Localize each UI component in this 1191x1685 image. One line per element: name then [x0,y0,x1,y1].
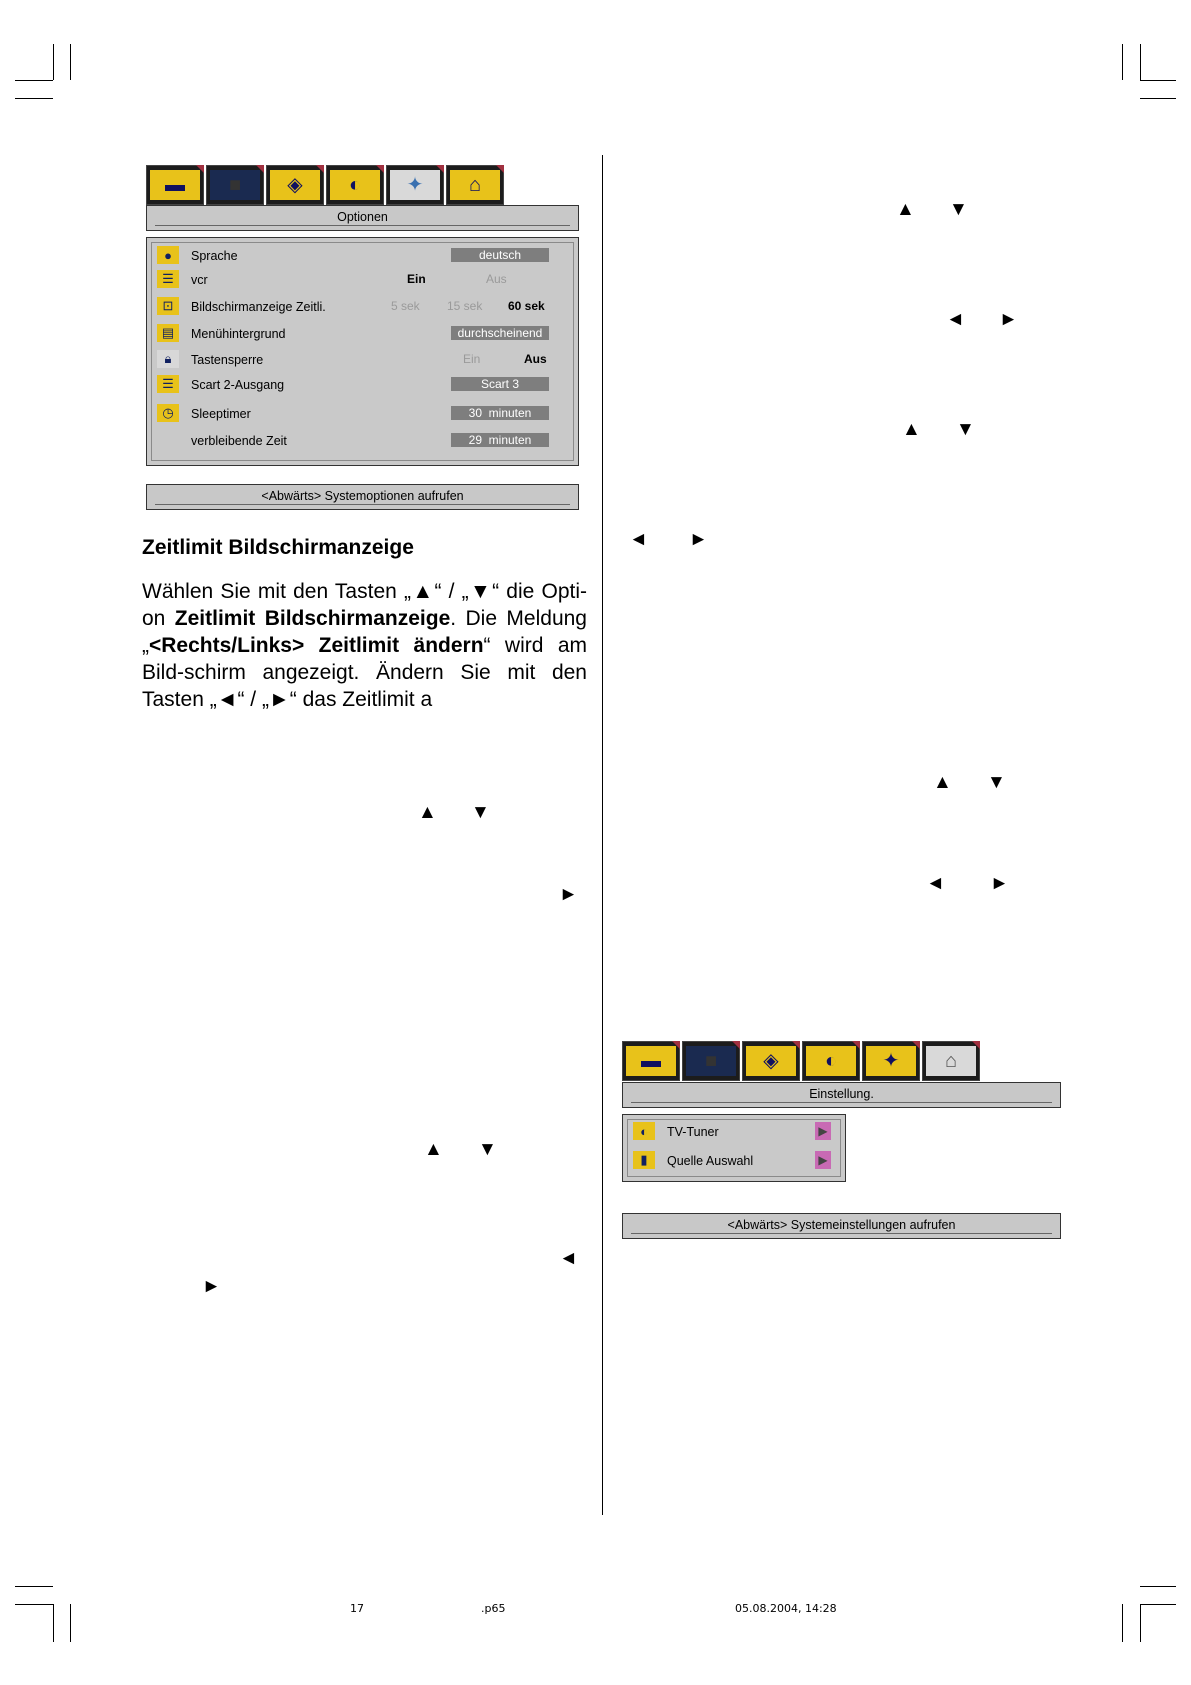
lock-option-off[interactable]: Aus [524,352,547,366]
row-label: Scart 2-Ausgang [191,378,285,392]
scart-icon: ☰ [157,375,179,393]
crop-mark [1140,80,1176,81]
tab-features[interactable] [386,165,444,205]
tuner-icon: ◐ [633,1122,655,1140]
row-label: Quelle Auswahl [667,1154,754,1168]
crop-mark [15,98,53,99]
crop-mark [1122,44,1123,80]
crop-mark [1122,1604,1123,1642]
menu-title-bar [146,205,579,231]
menu-row-key-lock[interactable] [157,348,568,374]
row-label: vcr [191,273,208,287]
crop-mark [1140,1604,1176,1605]
sleeptimer-value[interactable]: 30 minuten [451,406,549,420]
menu-row-tv-tuner[interactable] [633,1120,835,1146]
sound-icon: ◐ [824,1050,838,1072]
left-arrow: ◄ [559,1248,578,1269]
tv-screen-icon: ■ [228,174,242,196]
crop-mark [53,44,54,80]
menu-hint-bar [146,484,579,510]
row-label: Tastensperre [191,353,264,367]
menu-background-value[interactable]: durchscheinend [451,326,549,340]
down-arrow: ▼ [471,802,490,823]
crop-mark [1140,98,1176,99]
menu-row-source[interactable] [633,1149,835,1175]
crop-mark [15,80,53,81]
row-label: Sleeptimer [191,407,251,421]
column-divider [602,155,603,1515]
format-icon: ◈ [763,1050,779,1072]
tab-setup[interactable] [446,165,504,205]
setup-icon: ⌂ [944,1050,958,1072]
language-icon: ● [157,246,179,264]
tab-tv[interactable] [206,165,264,205]
menu-row-vcr[interactable] [157,268,568,294]
osd-timeout-icon: ⊡ [157,297,179,315]
down-arrow: ▼ [478,1139,497,1160]
crop-mark [70,1604,71,1642]
tab-format[interactable] [266,165,324,205]
body-bold: Zeitlimit Bildschirmanzeige [174,607,451,630]
section-heading: Zeitlimit Bildschirmanzeige [142,536,414,559]
format-icon: ◈ [287,174,303,196]
up-arrow: ▲ [902,419,921,440]
menu-row-menu-background[interactable] [157,322,568,348]
tab-features[interactable] [862,1041,920,1081]
setup-menu-tabs [622,1041,982,1081]
left-arrow: ◄ [926,873,945,894]
setup-icon: ⌂ [468,174,482,196]
crop-mark [53,1604,54,1642]
tab-format[interactable] [742,1041,800,1081]
up-arrow: ▲ [896,199,915,220]
lock-option-on[interactable]: Ein [463,352,481,366]
lock-icon: 🔒︎ [157,350,179,368]
setup-menu-title-bar [622,1082,1061,1108]
vcr-icon: ☰ [157,270,179,288]
osd-option-5[interactable]: 5 sek [391,299,420,313]
menu-tabs [146,165,506,205]
menu-row-remaining-time [157,429,568,455]
crop-mark [1140,44,1141,80]
language-value[interactable]: deutsch [451,248,549,262]
options-panel [146,237,579,466]
submenu-arrow-icon: ▶ [815,1122,831,1140]
right-arrow: ► [689,529,708,550]
osd-option-60[interactable]: 60 sek [508,299,545,313]
tab-picture[interactable] [622,1041,680,1081]
scart-value[interactable]: Scart 3 [451,377,549,391]
body-text: . Die Meldung „ [142,607,587,657]
row-label: verbleibende Zeit [191,434,287,448]
menu-row-scart2[interactable] [157,373,568,399]
menu-hint: <Abwärts> Systemoptionen aufrufen [261,489,464,503]
remaining-time-value: 29 minuten [451,433,549,447]
left-arrow: ◄ [946,309,965,330]
up-arrow: ▲ [418,802,437,823]
file-name: .p65 [481,1602,506,1615]
right-arrow: ► [202,1276,221,1297]
setup-hint: <Abwärts> Systemeinstellungen aufrufen [727,1218,956,1232]
tv-screen-icon: ■ [704,1050,718,1072]
left-arrow: ◄ [629,529,648,550]
row-label: TV-Tuner [667,1125,719,1139]
crop-mark [1140,1604,1141,1642]
menu-title: Optionen [337,210,388,224]
up-arrow: ▲ [424,1139,443,1160]
source-icon: ▮ [633,1151,655,1169]
tab-sound[interactable] [326,165,384,205]
sleeptimer-icon: ◷ [157,404,179,422]
setup-menu-title: Einstellung. [809,1087,874,1101]
page-number: 17 [350,1602,364,1615]
crop-mark [1140,1586,1176,1587]
vcr-option-on[interactable]: Ein [407,272,426,286]
features-icon: ✦ [406,174,424,196]
vcr-option-off[interactable]: Aus [486,272,507,286]
menu-row-language[interactable] [157,244,568,270]
body-text: Wählen Sie mit den Tasten „▲“ / „▼“ die Opti-on [142,580,587,630]
submenu-arrow-icon: ▶ [815,1151,831,1169]
setup-panel [622,1114,846,1182]
features-icon: ✦ [882,1050,900,1072]
row-label: Sprache [191,249,238,263]
tab-picture[interactable] [146,165,204,205]
down-arrow: ▼ [956,419,975,440]
crop-mark [15,1586,53,1587]
menu-background-icon: ▤ [157,324,179,342]
menu-row-osd-timeout[interactable] [157,295,568,321]
crop-mark [70,44,71,80]
sound-icon: ◐ [348,174,362,196]
crop-mark [15,1604,53,1605]
menu-row-sleeptimer[interactable] [157,402,568,428]
up-arrow: ▲ [933,772,952,793]
tab-setup[interactable] [922,1041,980,1081]
print-datetime: 05.08.2004, 14:28 [735,1602,837,1615]
right-arrow: ► [990,873,1009,894]
osd-option-15[interactable]: 15 sek [447,299,483,313]
right-arrow: ► [999,309,1018,330]
row-label: Bildschirmanzeige Zeitli. [191,300,326,314]
section-body [142,578,587,713]
down-arrow: ▼ [987,772,1006,793]
picture-icon: ▬ [165,174,185,196]
row-label: Menühintergrund [191,327,286,341]
picture-icon: ▬ [641,1050,661,1072]
setup-hint-bar [622,1213,1061,1239]
tab-tv[interactable] [682,1041,740,1081]
right-arrow: ► [559,884,578,905]
body-text: “ wird am Bild-schirm angezeigt. Ändern Sie mit den Tasten „◄“ / „►“ das Zeitlimit a [142,634,588,711]
body-bold: <Rechts/Links> Zeitlimit ändern [149,634,484,657]
tab-sound[interactable] [802,1041,860,1081]
down-arrow: ▼ [949,199,968,220]
